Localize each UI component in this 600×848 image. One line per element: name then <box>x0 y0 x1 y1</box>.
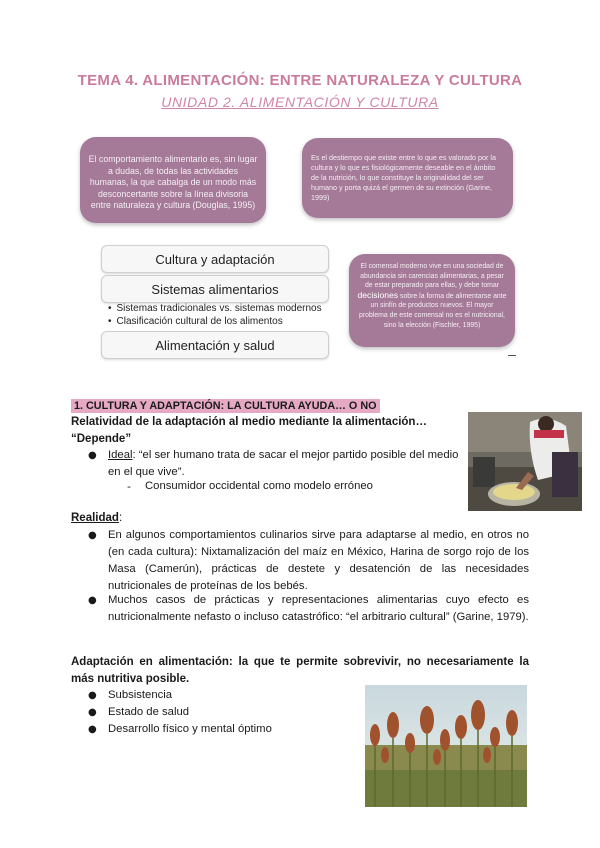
reality-label: Realidad: <box>71 512 123 524</box>
ideal-label: Ideal <box>108 449 133 461</box>
document-subtitle: UNIDAD 2. ALIMENTACIÓN Y CULTURA <box>161 94 439 110</box>
sorghum-field-photo <box>365 685 527 807</box>
topic-box-sistemas: Sistemas alimentarios <box>101 275 329 303</box>
topic-box-salud: Alimentación y salud <box>101 331 329 359</box>
quote-bubble-fischler <box>349 254 515 347</box>
sistemas-sublist <box>108 303 322 328</box>
dash-item: Consumidor occidental como modelo erróneo <box>145 480 373 492</box>
bullet-icon: ● <box>88 530 97 541</box>
reality-item: Muchos casos de prácticas y representaciones alimentarias cuyo efecto es nutricionalmente nefasto o incluso catastrófico: “el arbitrario cultural” (Garine, 1979). <box>108 594 529 623</box>
ideal-text: : “el ser humano trata de sacar el mejor partido posible del medio en el que vive”. <box>108 449 459 478</box>
fischler-text-c: sobre la forma de alimentarse ante un sinfín de productos nuevos. El mayor problema de este comensal no es el nutricional, sino la elección (Fischler, 1995) <box>359 292 507 329</box>
bullet-icon: ● <box>88 724 97 735</box>
bullet-icon: ● <box>88 707 97 718</box>
adaptation-heading: Adaptación en alimentación: la que te permite sobrevivir, no necesariamente la más nutritiva posible. <box>71 656 529 685</box>
bullet-icon: ● <box>88 450 97 461</box>
adapt-item: Desarrollo físico y mental óptimo <box>108 723 272 735</box>
quote-bubble-garine: Es el destiempo que existe entre lo que es valorado por la cultura y lo que es fisiológicamente deseable en el ámbito de la nutrición, lo que constituye la originalidad del ser humano y porta quizá el germen de su extinción (Garine, 1999) <box>302 138 513 218</box>
fischler-text-a: El comensal moderno vive en una sociedad de abundancia sin carencias alimentarias, a pesar de estar preparado para ellas, y debe tomar <box>360 263 504 290</box>
topic-box-cultura: Cultura y adaptación <box>101 245 329 273</box>
section-subheading-depende: “Depende” <box>71 433 132 445</box>
section-heading: 1. CULTURA Y ADAPTACIÓN: LA CULTURA AYUDA… O NO <box>71 399 380 413</box>
sublist-item: • Clasificación cultural de los alimentos <box>108 316 322 329</box>
ideal-paragraph <box>108 447 460 481</box>
document-title: TEMA 4. ALIMENTACIÓN: ENTRE NATURALEZA Y CULTURA <box>77 72 523 89</box>
fischler-text-emph: decisiones <box>357 289 399 300</box>
sublist-item: • Sistemas tradicionales vs. sistemas modernos <box>108 303 322 316</box>
bullet-icon: ● <box>88 690 97 701</box>
adapt-item: Subsistencia <box>108 689 173 701</box>
dash-icon: - <box>127 480 131 493</box>
divider-mark <box>508 355 516 356</box>
reality-item: En algunos comportamientos culinarios sirve para adaptarse al medio, en otros no (en cada cultura): Nixtamalización del maíz en México, Harina de sorgo rojo de los Masa (Camerún), prácticas de destete y desatención de las necesidades nutricionales de proteínas de los bebés. <box>108 529 529 592</box>
woman-cooking-photo <box>468 412 582 511</box>
quote-bubble-douglas: El comportamiento alimentario es, sin lugar a dudas, de todas las actividades humanas, la que cabalga de un modo más desconcertante sobre la línea divisoria entre naturaleza y cultura (Douglas, 1995) <box>80 137 266 223</box>
bullet-icon: ● <box>88 595 97 606</box>
section-subheading: Relatividad de la adaptación al medio mediante la alimentación… <box>71 416 427 428</box>
adapt-item: Estado de salud <box>108 706 190 718</box>
